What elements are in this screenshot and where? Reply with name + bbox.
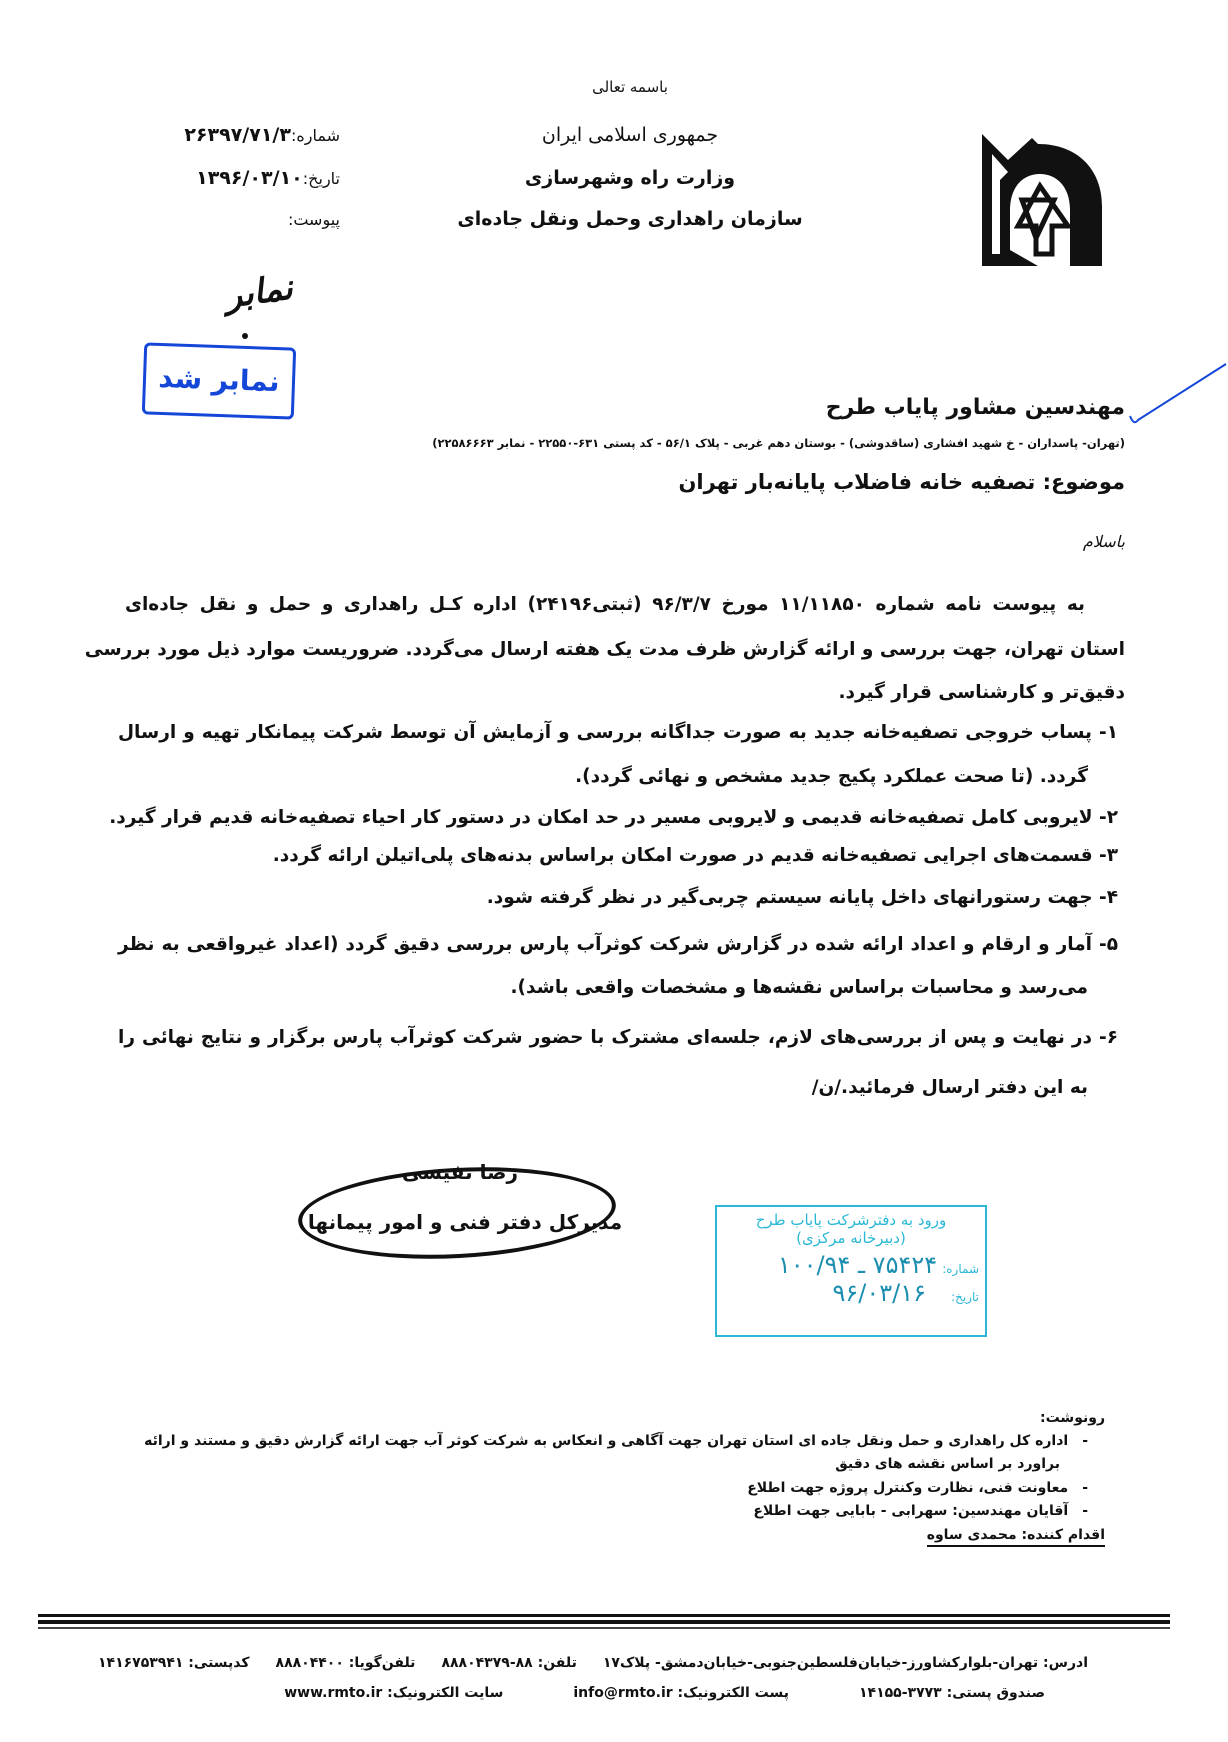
list-item-2: ۲- لایروبی کامل تصفیه‌خانه قدیمی و لایروبی مسیر در حد امکان در دستور کار احیاء تصفیه‌خانه قدیم قرار گیرد. <box>109 807 1118 828</box>
footer-email[interactable]: پست الکترونیک: info@rmto.ir <box>573 1685 789 1701</box>
fax-sent-stamp: نمابر شد <box>142 342 296 419</box>
footer-rule <box>38 1614 1170 1617</box>
cc-item-cont: براورد بر اساس نقشه های دقیق <box>835 1456 1060 1472</box>
footer-line-2 <box>284 1685 1045 1701</box>
list-item-6: ۶- در نهایت و پس از بررسی‌های لازم، جلسه‌ای مشترک با حضور شرکت کوثرآب پارس برگزار و نتایج نهائی را <box>118 1027 1118 1048</box>
footer-postal-code: کدپستی: ۱۴۱۶۷۵۳۹۴۱ <box>97 1655 250 1671</box>
cc-label: رونوشت: <box>1040 1410 1105 1426</box>
handwritten-fax-note: نمابر <box>222 267 296 317</box>
receipt-number: شماره: ۷۵۴۲۴ ـ ۱۰۰/۹۴ <box>777 1251 979 1279</box>
receipt-stamp-subtitle: (دبیرخانه مرکزی) <box>796 1229 906 1247</box>
body-line: استان تهران، جهت بررسی و ارائه گزارش ظرف مدت یک هفته ارسال می‌گردد. ضروریست موارد ذیل مورد بررسی <box>84 639 1125 660</box>
footer-po-box: صندوق پستی: ۳۷۷۳-۱۴۱۵۵ <box>858 1685 1045 1701</box>
cc-item: -اداره کل راهداری و حمل ونقل جاده ای استان تهران جهت آگاهی و انعکاس به شرکت کوثر آب جهت ارائه گزارش دقیق و مستند و ارائه <box>144 1433 1088 1449</box>
body-line: به پیوست نامه شماره ۱۱/۱۱۸۵۰ مورخ ۹۶/۳/۷ (ثبتی۲۴۱۹۶) اداره کـل راهداری و حمل و نقل جاده‌ای <box>125 594 1085 615</box>
list-item-1: ۱- پساب خروجی تصفیه‌خانه جدید به صورت جداگانه بررسی و آزمایش آن توسط شرکت پیمانکار تهیه و ارسال <box>118 722 1118 743</box>
footer-phone: تلفن: ۸۸-۸۸۸۰۴۳۷۹ <box>441 1655 577 1671</box>
list-item-6-cont: به این دفتر ارسال فرمائید./ن/ <box>811 1077 1088 1098</box>
footer-ivr: تلفن‌گویا: ۸۸۸۰۴۴۰۰ <box>275 1655 416 1671</box>
list-item-5: ۵- آمار و ارقام و اعداد ارائه شده در گزارش شرکت کوثرآب پارس بررسی دقیق گردد (اعداد غیرواقعی به نظر <box>118 934 1118 955</box>
recipient-name: مهندسین مشاور پایاب طرح <box>825 395 1125 420</box>
list-item-1-cont: گردد. (تا صحت عملکرد پکیج جدید مشخص و نهائی گردد). <box>575 766 1088 787</box>
receipt-stamp <box>715 1205 987 1337</box>
footer-address: ادرس: تهران-بلوارکشاورز-خیابان‌فلسطین‌جنوبی-خیابان‌دمشق- پلاک۱۷ <box>602 1655 1088 1671</box>
signer-title: مدیرکل دفتر فنی و امور پیمانها <box>307 1210 623 1234</box>
footer-rule <box>38 1620 1170 1624</box>
attachment: پیوست: <box>287 210 340 229</box>
ministry-title: وزارت راه وشهرسازی <box>524 167 736 189</box>
signer-name: رضا نفیسی <box>402 1160 518 1184</box>
receipt-date: تاریخ: ۹۶/۰۳/۱۶ <box>832 1279 979 1307</box>
organization-title: سازمان راهداری وحمل ونقل جاده‌ای <box>457 208 803 230</box>
greeting: باسلام <box>1082 532 1125 551</box>
dot-mark <box>242 333 248 339</box>
republic-title: جمهوری اسلامی ایران <box>541 124 719 146</box>
list-item-5-cont: می‌رسد و محاسبات براساس نقشه‌ها و مشخصات واقعی باشد). <box>510 977 1088 998</box>
recipient-address: (تهران- پاسداران - خ شهید افشاری (ساقدوشی) - بوستان دهم غربی - پلاک ۵۶/۱ - کد پستی ۶۳۱-۲۲۵۵۰ - نمابر ۲۲۵۸۶۶۶۳) <box>432 436 1125 450</box>
invocation: باسمه تعالی <box>592 78 668 96</box>
list-item-4: ۴- جهت رستورانهای داخل پایانه سیستم چربی‌گیر در نظر گرفته شود. <box>486 887 1118 908</box>
cc-item: -آقایان مهندسین: سهرابی - بابایی جهت اطلاع <box>753 1503 1088 1519</box>
footer-line-1 <box>98 1655 1088 1671</box>
checkmark-icon <box>1128 360 1228 430</box>
receipt-stamp-title: ورود به دفترشرکت پایاب طرح <box>755 1211 947 1229</box>
cc-item: -معاونت فنی، نظارت وکنترل پروژه جهت اطلاع <box>747 1480 1088 1496</box>
rmto-logo-icon <box>978 130 1106 268</box>
footer-website[interactable]: سایت الکترونیک: www.rmto.ir <box>284 1685 504 1701</box>
letter-number: شماره:۲۶۳۹۷/۷۱/۳ <box>184 124 340 146</box>
letter-date: تاریخ:۱۳۹۶/۰۳/۱۰ <box>196 167 340 189</box>
footer-rule <box>38 1627 1170 1629</box>
body-line: دقیق‌تر و کارشناسی قرار گیرد. <box>838 682 1125 703</box>
list-item-3: ۳- قسمت‌های اجرایی تصفیه‌خانه قدیم در صورت امکان براساس بدنه‌های پلی‌اتیلن ارائه گردد. <box>272 845 1118 866</box>
action-by: اقدام کننده: محمدی ساوه <box>927 1527 1105 1547</box>
subject: موضوع: تصفیه خانه فاضلاب پایانه‌بار تهران <box>678 470 1125 494</box>
